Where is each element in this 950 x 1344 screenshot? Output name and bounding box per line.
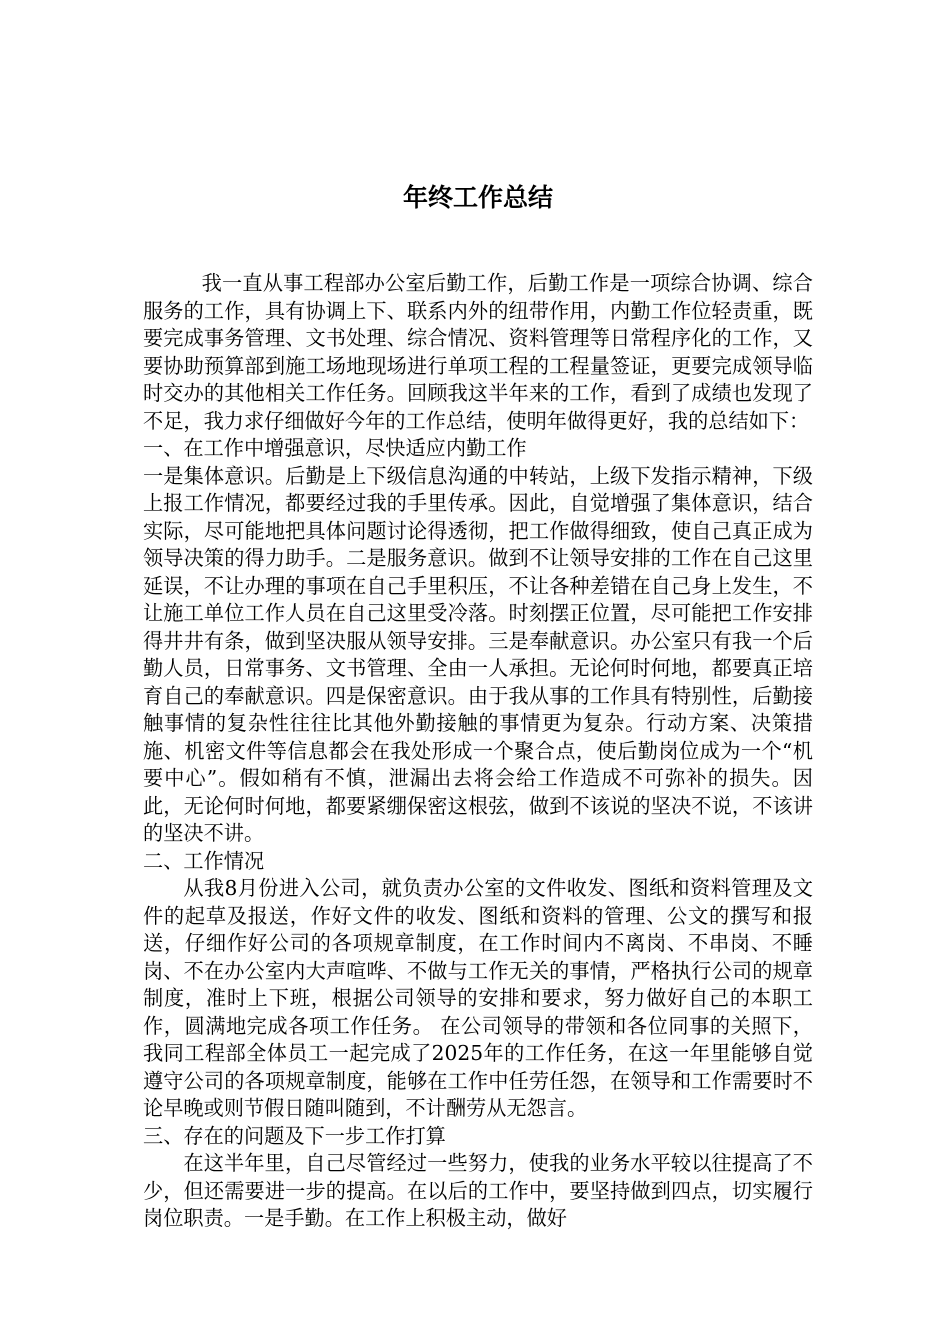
document-page (143, 0, 813, 1344)
section-2-paragraph: 从我8月份进入公司，就负责办公室的文件收发、图纸和资料管理及文件的起草及报送，作好文件的收发、图纸和资料的管理、公文的撰写和报送，仔细作好公司的各项规章制度，在工作时间内不离岗、不串岗、不睡岗、不在办公室内大声喧哗、不做与工作无关的事情，严格执行公司的规章制度，准时上下班，根据公司领导的安排和要求，努力做好自己的本职工作，圆满地完成各项工作任务。 在公司领导的带领和各位同事的关照下，我同工程部全体员工一起完成了2025年的工作任务，在这一年里能够自觉遵守公司的各项规章制度，能够在工作中任劳任怨，在领导和工作需要时不论早晚或则节假日随叫随到，不计酬劳从无怨言。 (143, 876, 813, 1120)
section-3-paragraph: 在这半年里，自己尽管经过一些努力，使我的业务水平较以往提高了不少，但还需要进一步的提高。在以后的工作中，要坚持做到四点，切实履行岗位职责。一是手勤。在工作上积极主动，做好 (143, 1151, 813, 1230)
document-body (143, 270, 813, 1233)
section-heading-1: 一、在工作中增强意识，尽快适应内勤工作 (143, 436, 527, 460)
document-title: 年终工作总结 (402, 183, 553, 212)
section-1-paragraph: 一是集体意识。后勤是上下级信息沟通的中转站，上级下发指示精神，下级上报工作情况，都要经过我的手里传承。因此，自觉增强了集体意识，结合实际，尽可能地把具体问题讨论得透彻，把工作做得细致，使自己真正成为领导决策的得力助手。二是服务意识。做到不让领导安排的工作在自己这里延误，不让办理的事项在自己手里积压，不让各种差错在自己身上发生，不让施工单位工作人员在自己这里受冷落。时刻摆正位置，尽可能把工作安排得井井有条，做到坚决服从领导安排。三是奉献意识。办公室只有我一个后勤人员，日常事务、文书管理、全由一人承担。无论何时何地，都要真正培育自己的奉献意识。四是保密意识。由于我从事的工作具有特别性，后勤接触事情的复杂性往往比其他外勤接触的事情更为复杂。行动方案、决策措施、机密文件等信息都会在我处形成一个聚合点，使后勤岗位成为一个“机要中心”。假如稍有不慎，泄漏出去将会给工作造成不可弥补的损失。因此，无论何时何地，都要紧绷保密这根弦，做到不该说的坚决不说，不该讲的坚决不讲。 (143, 463, 813, 845)
section-heading-2: 二、工作情况 (143, 848, 265, 873)
intro-paragraph: 我一直从事工程部办公室后勤工作，后勤工作是一项综合协调、综合服务的工作，具有协调上下、联系内外的纽带作用，内勤工作位轻责重，既要完成事务管理、文书处理、综合情况、资料管理等日常程序化的工作，又要协助预算部到施工场地现场进行单项工程的工程量签证，更要完成领导临时交办的其他相关工作任务。回顾我这半年来的工作，看到了成绩也发现了不足，我力求仔细做好今年的工作总结，使明年做得更好，我的总结如下： (143, 271, 813, 433)
section-heading-3: 三、存在的问题及下一步工作打算 (143, 1123, 446, 1148)
